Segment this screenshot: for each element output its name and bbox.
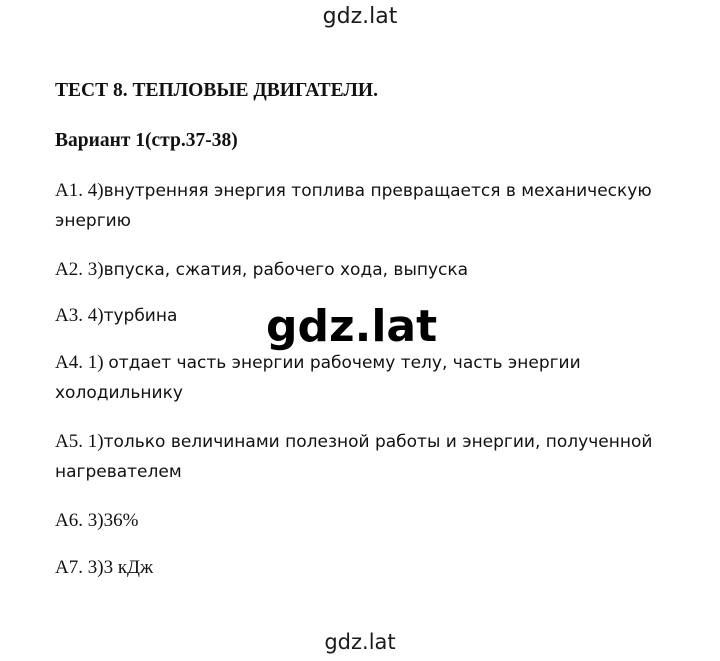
answer-text: отдает часть энергии рабочему телу, часть энергии холодильнику <box>55 353 581 403</box>
center-watermark: gdz.lat <box>266 301 438 352</box>
site-footer-watermark: gdz.lat <box>324 630 396 654</box>
site-header-watermark: gdz.lat <box>322 4 398 29</box>
answer-text: турбина <box>103 306 178 326</box>
answer-a2 <box>55 255 675 285</box>
answer-label: А6. 3) <box>55 510 104 531</box>
answer-a1 <box>55 176 675 236</box>
answer-a5 <box>55 427 675 487</box>
answer-label: А1. 4) <box>55 180 104 201</box>
answer-text: 36% <box>103 510 139 531</box>
answer-text: 3 кДж <box>103 557 154 578</box>
answer-text: внутренняя энергия топлива превращается в механическую энергию <box>55 181 652 231</box>
answer-a6 <box>55 506 675 535</box>
answer-a4 <box>55 348 675 408</box>
variant-heading: Вариант 1(стр.37-38) <box>55 130 238 151</box>
answer-label: А7. 3) <box>55 557 104 578</box>
answer-label: А5. 1) <box>55 431 104 452</box>
answer-label: А4. 1) <box>55 352 109 373</box>
answer-text: только величинами полезной работы и энергии, полученной нагревателем <box>55 432 653 482</box>
answer-label: А2. 3) <box>55 259 104 280</box>
answer-text: впуска, сжатия, рабочего хода, выпуска <box>103 260 469 280</box>
test-title: ТЕСТ 8. ТЕПЛОВЫЕ ДВИГАТЕЛИ. <box>55 80 378 101</box>
answer-a7 <box>55 553 675 582</box>
answer-label: А3. 4) <box>55 305 104 326</box>
